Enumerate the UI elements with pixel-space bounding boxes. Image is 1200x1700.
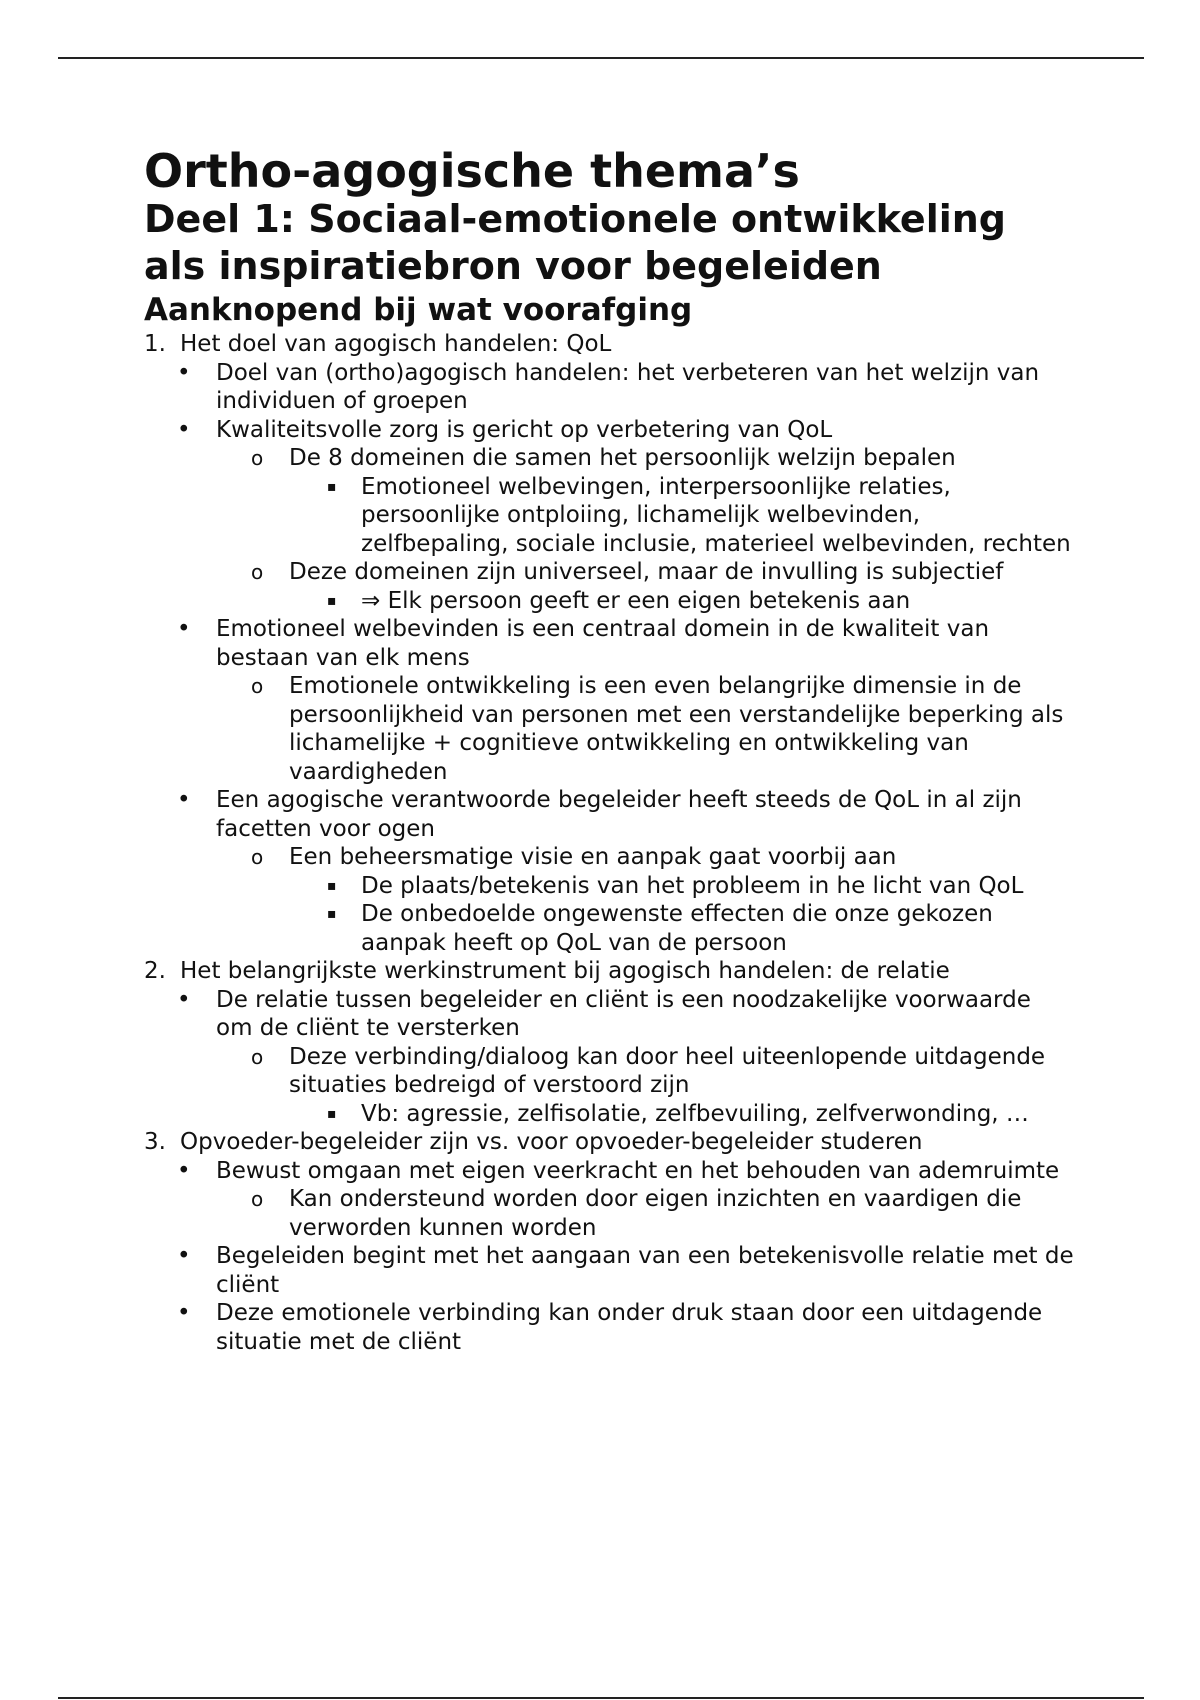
list-item xyxy=(144,558,1074,587)
list-item-text: Bewust omgaan met eigen veerkracht en het behouden van ademruimte xyxy=(216,1157,1060,1184)
list-item xyxy=(144,444,1074,473)
list-item-text: Vb: agressie, zelfisolatie, zelfbevuiling, zelfverwonding, … xyxy=(361,1100,1029,1127)
list-item-text: Doel van (ortho)agogisch handelen: het verbeteren van het welzijn van individuen of groepen xyxy=(216,359,1040,414)
list-item-text: Het doel van agogisch handelen: QoL xyxy=(180,331,612,357)
list-marker: ▪ xyxy=(327,877,337,894)
list-marker: ▪ xyxy=(327,478,337,495)
part-title: Deel 1: Sociaal-emotionele ontwikkeling als inspiratiebron voor begeleiden xyxy=(144,197,1006,288)
list-item-text: ⇒ Elk persoon geeft er een eigen betekenis aan xyxy=(361,587,911,614)
list-item xyxy=(144,986,1074,1043)
list-item xyxy=(144,473,1074,559)
list-item xyxy=(144,330,1074,359)
list-item xyxy=(144,872,1074,901)
list-item xyxy=(144,359,1074,416)
section-title: Aanknopend bij wat voorafging xyxy=(144,292,693,328)
list-item xyxy=(144,615,1074,672)
list-item xyxy=(144,1128,1074,1157)
list-item-text: De relatie tussen begeleider en cliënt is een noodzakelijke voorwaarde om de cliënt te versterken xyxy=(216,986,1031,1041)
bottom-rule xyxy=(58,1697,1144,1699)
list-item-text: Opvoeder-begeleider zijn vs. voor opvoeder-begeleider studeren xyxy=(180,1129,923,1155)
list-marker: • xyxy=(177,1157,191,1184)
list-item-text: Emotionele ontwikkeling is een even belangrijke dimensie in de persoonlijkheid van personen met een verstandelijke beperking als lichamelijke + cognitieve ontwikkeling en ontwikkeling van vaardigheden xyxy=(289,673,1064,785)
list-item xyxy=(144,672,1074,786)
list-marker: 2. xyxy=(144,958,166,984)
list-marker: o xyxy=(251,845,264,869)
list-marker: • xyxy=(177,616,191,642)
document-body xyxy=(144,146,1074,1356)
list-item-text: Een agogische verantwoorde begeleider heeft steeds de QoL in al zijn facetten voor ogen xyxy=(216,787,1022,842)
list-item-text: Kwaliteitsvolle zorg is gericht op verbetering van QoL xyxy=(216,416,833,443)
list-item xyxy=(144,900,1074,957)
list-item-text: De onbedoelde ongewenste effecten die onze gekozen aanpak heeft op QoL van de persoon xyxy=(361,901,993,956)
list-marker: • xyxy=(177,986,191,1013)
list-marker: • xyxy=(177,1243,191,1269)
list-item xyxy=(144,957,1074,986)
list-marker: ▪ xyxy=(327,592,337,609)
list-item xyxy=(144,1299,1074,1356)
list-marker: o xyxy=(251,1187,264,1211)
list-marker: o xyxy=(251,560,264,584)
list-item xyxy=(144,1043,1074,1100)
list-marker: ▪ xyxy=(327,906,337,922)
list-item xyxy=(144,786,1074,843)
list-item-text: Een beheersmatige visie en aanpak gaat voorbij aan xyxy=(289,844,897,870)
list-item-text: Kan ondersteund worden door eigen inzichten en vaardigen die verworden kunnen worden xyxy=(289,1186,1022,1241)
list-item-text: Begeleiden begint met het aangaan van een betekenisvolle relatie met de cliënt xyxy=(216,1243,1074,1298)
top-rule xyxy=(58,57,1144,59)
list-item-text: Deze emotionele verbinding kan onder druk staan door een uitdagende situatie met de cliënt xyxy=(216,1300,1043,1355)
list-marker: o xyxy=(251,674,264,698)
list-item-text: Het belangrijkste werkinstrument bij agogisch handelen: de relatie xyxy=(180,958,950,984)
list-marker: • xyxy=(177,787,191,813)
list-marker: ▪ xyxy=(327,1105,337,1122)
document-title: Ortho-agogische thema’s xyxy=(144,144,800,198)
list-item-text: Emotioneel welbevinden is een centraal domein in de kwaliteit van bestaan van elk mens xyxy=(216,616,990,671)
list-item xyxy=(144,1100,1074,1129)
list-item xyxy=(144,416,1074,445)
list-item xyxy=(144,1185,1074,1242)
list-item-text: De plaats/betekenis van het probleem in he licht van QoL xyxy=(361,872,1024,899)
list-marker: 3. xyxy=(144,1129,166,1155)
list-item xyxy=(144,587,1074,616)
list-item-text: Emotioneel welbevingen, interpersoonlijke relaties, persoonlijke ontploiing, lichamelijk welbevinden, zelfbepaling, sociale inclusie, materieel welbevinden, rechten xyxy=(361,473,1071,557)
outline-list xyxy=(144,330,1074,1356)
list-item xyxy=(144,1242,1074,1299)
list-marker: 1. xyxy=(144,331,166,357)
list-marker: o xyxy=(251,1044,264,1069)
list-marker: o xyxy=(251,446,264,470)
list-item xyxy=(144,1157,1074,1186)
list-item xyxy=(144,843,1074,872)
list-marker: • xyxy=(177,416,191,443)
list-marker: • xyxy=(177,1300,191,1326)
list-item-text: De 8 domeinen die samen het persoonlijk welzijn bepalen xyxy=(289,445,956,471)
list-item-text: Deze verbinding/dialoog kan door heel uiteenlopende uitdagende situaties bedreigd of verstoord zijn xyxy=(289,1043,1046,1098)
list-item-text: Deze domeinen zijn universeel, maar de invulling is subjectief xyxy=(289,559,1004,585)
list-marker: • xyxy=(177,359,191,386)
